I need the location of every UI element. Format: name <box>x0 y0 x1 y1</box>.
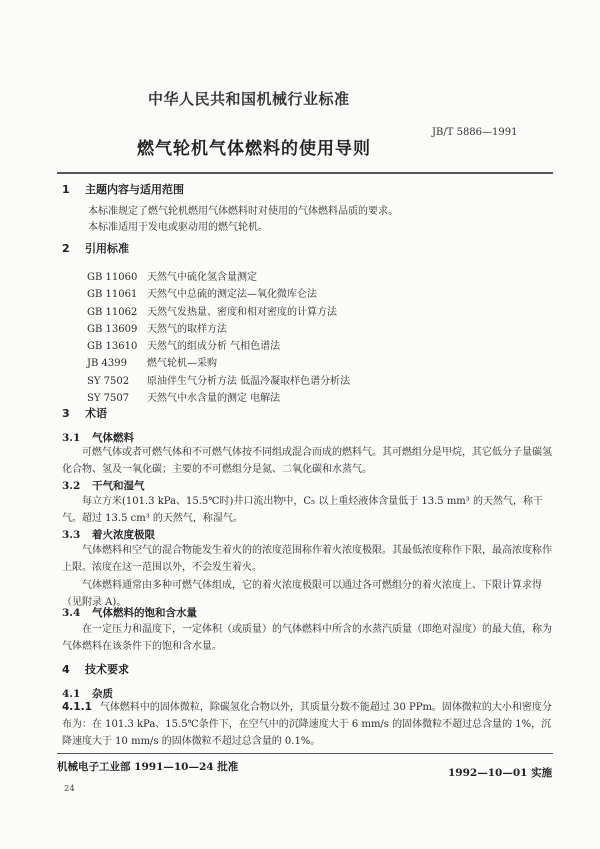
reference-code: GB 13609 <box>87 323 138 335</box>
page-number: 24 <box>64 784 75 794</box>
reference-code: JB 4399 <box>87 358 127 370</box>
subsection-number: 3.4 <box>62 607 81 619</box>
clause-number: 4.1.1 <box>62 701 92 713</box>
reference-code: GB 11061 <box>87 289 138 301</box>
reference-item <box>87 304 350 321</box>
reference-name: 天然气中水含量的测定 电解法 <box>147 393 281 405</box>
section-title: 引用标准 <box>85 242 129 255</box>
reference-code: GB 11060 <box>87 272 138 283</box>
document-title: 燃气轮机气体燃料的使用导则 <box>137 139 371 159</box>
reference-item <box>87 321 350 338</box>
reference-item <box>87 355 350 372</box>
section-1-heading <box>62 181 184 197</box>
section-number: 3 <box>62 407 70 420</box>
reference-name: 燃气轮机—采购 <box>147 358 217 370</box>
reference-name: 天然气的组成分析 气相色谱法 <box>147 341 281 353</box>
section-3-2-heading <box>62 478 145 493</box>
subsection-number: 3.1 <box>62 432 81 444</box>
reference-name: 天然气中总硫的测定法—氧化微库仑法 <box>147 289 317 301</box>
reference-name: 天然气发热量、密度和相对密度的计算方法 <box>147 306 337 318</box>
section-title: 术语 <box>85 407 107 420</box>
reference-list <box>87 269 350 407</box>
reference-name: 原油伴生气分析方法 低温冷凝取样色谱分析法 <box>147 375 351 387</box>
standard-code: JB/T 5886—1991 <box>432 127 518 138</box>
approval-info: 机械电子工业部 1991—10—24 批准 <box>57 761 239 773</box>
footer-divider <box>57 753 553 754</box>
implementation-date: 1992—10—01 实施 <box>448 767 553 779</box>
subsection-number: 4.1 <box>62 688 81 700</box>
subsection-title: 气体燃料 <box>92 432 134 444</box>
section-3-3-heading <box>62 527 155 542</box>
reference-item <box>87 269 350 286</box>
section-3-4-text: 在一定压力和温度下，一定体积（或质量）的气体燃料中所含的水蒸汽质量（即绝对湿度）的最大值，称为气体燃料在该条件下的饱和含水量。 <box>62 624 552 652</box>
section-2-heading <box>62 240 129 256</box>
subsection-title: 干气和湿气 <box>92 480 145 492</box>
section-number: 4 <box>62 663 70 676</box>
reference-code: GB 13610 <box>87 341 138 353</box>
section-1-paragraph-1: 本标准规定了燃气轮机燃用气体燃料时对使用的气体燃料品质的要求。 <box>88 206 398 217</box>
section-3-1-text: 可燃气体或者可燃气体和不可燃气体按不同组成混合而成的燃料气。其可燃组分是甲烷，其它低分子量碳氢化合物、氢及一氧化碳；主要的不可燃组分是氮、二氧化碳和水蒸气。 <box>62 447 552 475</box>
subsection-title: 气体燃料的饱和含水量 <box>92 607 197 619</box>
reference-item <box>87 390 350 407</box>
section-3-4-heading <box>62 605 197 620</box>
issuing-organization: 中华人民共和国机械行业标准 <box>148 90 350 108</box>
subsection-title: 着火浓度极限 <box>92 529 155 541</box>
clause-text: 气体燃料中的固体微粒，除碳氢化合物以外，其质量分数不能超过 30 PPm。固体微粒的大小和密度分布为：在 101.3 kPa、15.5℃条件下，在空气中的沉降速度大于 6 mm/s 的固体微粒不超过总含量的 1%，沉降速度大于 10 mm/s 的固体微粒不超过总含量的 0.1%。 <box>62 702 552 747</box>
reference-name: 天然气的取样方法 <box>147 323 227 335</box>
section-title: 主题内容与适用范围 <box>85 183 184 196</box>
reference-name: 天然气中硫化氢含量测定 <box>147 272 257 283</box>
section-3-1-heading <box>62 430 134 445</box>
subsection-number: 3.3 <box>62 529 81 541</box>
section-3-3-text-2: 气体燃料通常由多种可燃气体组成，它的着火浓度极限可以通过各可燃组分的着火浓度上、下限计算求得（见附录 A)。 <box>62 580 542 608</box>
reference-item <box>87 373 350 390</box>
subsection-title: 杂质 <box>92 688 113 700</box>
reference-item <box>87 338 350 355</box>
section-number: 1 <box>62 183 70 196</box>
section-title: 技术要求 <box>85 663 129 676</box>
reference-item <box>87 286 350 303</box>
section-3-3-text-1: 气体燃料和空气的混合物能发生着火的的浓度范围称作着火浓度极限。其最低浓度称作下限，最高浓度称作上限。浓度在这一范围以外，不会发生着火。 <box>62 545 552 573</box>
section-number: 2 <box>62 242 70 255</box>
section-4-1-1-text <box>62 699 552 750</box>
section-4-heading <box>62 661 129 677</box>
header-divider <box>57 172 553 174</box>
section-3-heading <box>62 405 107 421</box>
reference-code: GB 11062 <box>87 306 138 318</box>
reference-code: SY 7502 <box>87 375 130 387</box>
reference-code: SY 7507 <box>87 393 130 405</box>
subsection-number: 3.2 <box>62 480 81 492</box>
section-3-2-text: 每立方米(101.3 kPa、15.5℃时)井口流出物中，C₅ 以上重烃液体含量低于 13.5 mm³ 的天然气，称干气。超过 13.5 cm³ 的天然气，称湿气。 <box>62 496 543 524</box>
section-1-paragraph-2: 本标准适用于发电或驱动用的燃气轮机。 <box>88 222 268 233</box>
